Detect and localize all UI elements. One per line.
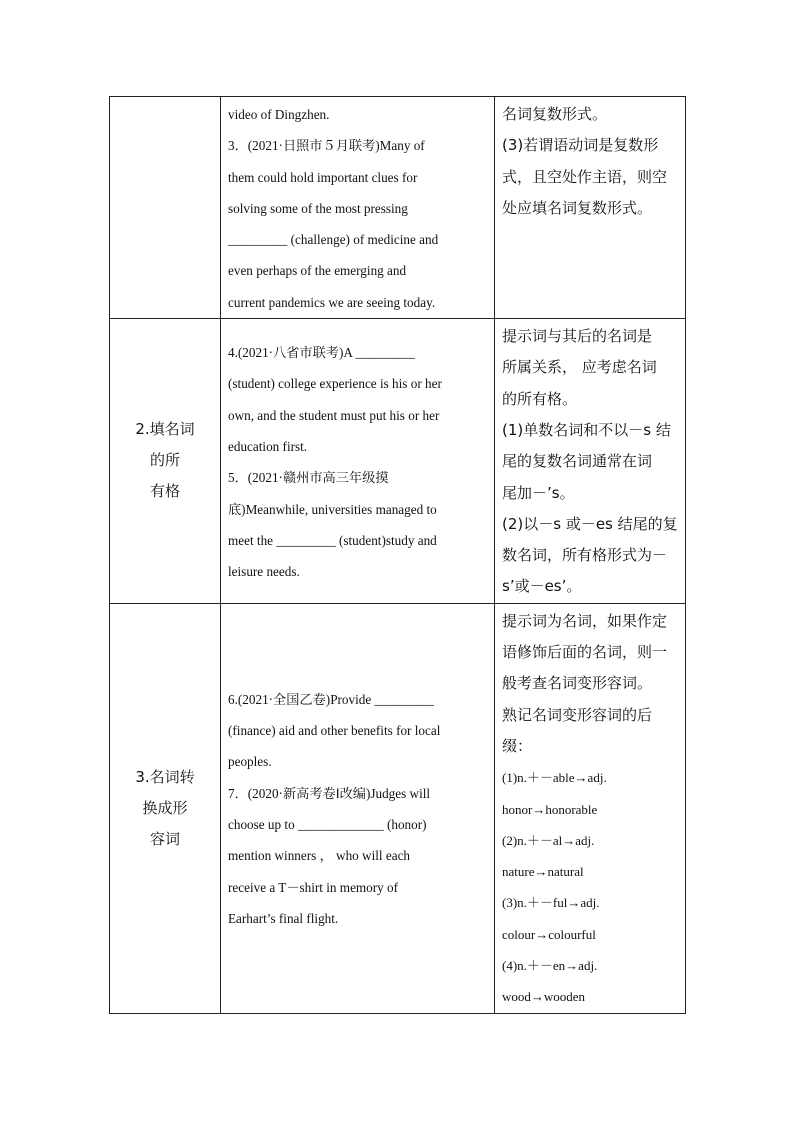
note-line: 式，且空处作主语，则空 xyxy=(502,167,668,186)
note-line: 提示词与其后的名词是 xyxy=(502,327,653,346)
note-line: s’或－es’。 xyxy=(502,577,582,596)
table-row xyxy=(110,603,686,1013)
example-line: even perhaps of the emerging and xyxy=(228,263,407,279)
category-label: 容词 xyxy=(149,829,180,848)
example-line: (finance) aid and other benefits for local xyxy=(228,723,441,739)
note-line: (3)若谓语动词是复数形 xyxy=(502,136,659,155)
note-line: 般考查名词变形容词。 xyxy=(502,674,653,693)
table-row xyxy=(110,319,686,604)
example-line: education first. xyxy=(228,438,308,454)
grammar-table xyxy=(109,96,686,1014)
example-line: 3．(2021·日照市５月联考)Many of xyxy=(228,138,425,154)
note-line: 的所有格。 xyxy=(502,389,578,408)
category-label: 有格 xyxy=(149,482,180,501)
example-line: video of Dingzhen. xyxy=(228,107,330,122)
example-line: meet the _________ (student)study and xyxy=(228,532,437,548)
example-line: Earhart’s final flight. xyxy=(228,910,339,926)
note-line: nature→natural xyxy=(502,864,584,880)
example-line: 6.(2021·全国乙卷)Provide _________ xyxy=(228,691,434,707)
example-cell xyxy=(221,319,495,604)
note-cell xyxy=(495,97,686,319)
example-line: solving some of the most pressing xyxy=(228,200,408,216)
note-line: 处应填名词复数形式。 xyxy=(502,198,653,217)
note-line: wood→wooden xyxy=(502,989,586,1005)
note-line: (4)n.＋－en→adj. xyxy=(502,958,598,974)
note-line: 语修饰后面的名词，则一 xyxy=(502,643,668,662)
example-line: 5．(2021·赣州市高三年级摸 xyxy=(228,470,389,486)
note-line: 缀： xyxy=(502,736,533,755)
category-cell xyxy=(110,603,221,1013)
note-line: 提示词为名词，如果作定 xyxy=(502,611,668,630)
example-line: peoples. xyxy=(228,754,272,770)
note-cell xyxy=(495,319,686,604)
example-line: mention winners ， who will each xyxy=(228,848,411,864)
example-line: current pandemics we are seeing today. xyxy=(228,294,436,310)
note-line: colour→colourful xyxy=(502,926,596,942)
example-line: 底)Meanwhile, universities managed to xyxy=(228,501,437,517)
note-cell xyxy=(495,603,686,1013)
example-line: 4.(2021·八省市联考)A _________ xyxy=(228,345,415,361)
note-line: 名词复数形式。 xyxy=(502,105,608,123)
category-label: 的所 xyxy=(149,451,180,470)
category-cell xyxy=(110,97,221,319)
note-line: (2)以－s 或－es 结尾的复 xyxy=(502,514,678,533)
category-cell xyxy=(110,319,221,604)
category-label: 2.填名词 xyxy=(135,420,195,439)
table-row xyxy=(110,97,686,319)
example-cell xyxy=(221,603,495,1013)
example-line: (student) college experience is his or her xyxy=(228,376,442,392)
example-line: _________ (challenge) of medicine and xyxy=(228,232,439,248)
note-line: (2)n.＋－al→adj. xyxy=(502,832,595,848)
example-line: own, and the student must put his or her xyxy=(228,407,440,423)
note-line: 熟记名词变形容词的后 xyxy=(502,705,653,724)
category-label: 3.名词转 xyxy=(135,767,195,786)
example-cell xyxy=(221,97,495,319)
note-line: 所属关系， 应考虑名词 xyxy=(502,358,657,377)
example-line: receive a T－shirt in memory of xyxy=(228,879,399,895)
example-line: leisure needs. xyxy=(228,564,300,580)
note-line: honor→honorable xyxy=(502,801,598,817)
note-line: 数名词，所有格形式为－ xyxy=(502,546,668,565)
note-line: 尾的复数名词通常在词 xyxy=(502,452,653,471)
note-line: (3)n.＋－ful→adj. xyxy=(502,895,600,911)
example-line: choose up to _____________ (honor) xyxy=(228,816,427,832)
note-line: 尾加－’s。 xyxy=(502,483,575,502)
note-line: (1)单数名词和不以－s 结 xyxy=(502,420,671,439)
example-line: them could hold important clues for xyxy=(228,169,418,185)
note-line: (1)n.＋－able→adj. xyxy=(502,770,607,786)
category-label: 换成形 xyxy=(142,798,188,817)
example-line: 7．(2020·新高考卷Ⅰ改编)Judges will xyxy=(228,785,431,801)
